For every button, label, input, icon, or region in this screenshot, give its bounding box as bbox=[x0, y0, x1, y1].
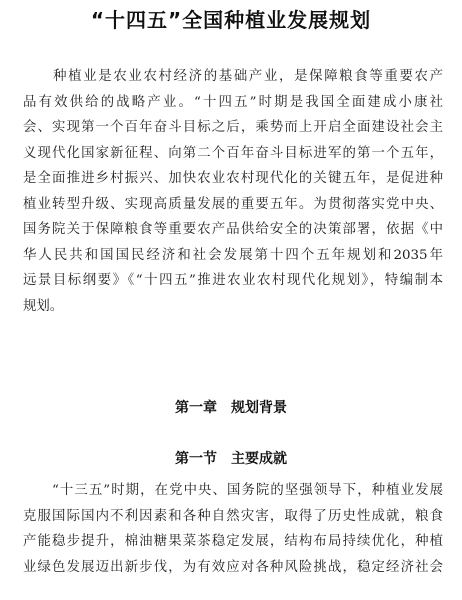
text-line: 克服国际国内不利因素和各种自然灾害，取得了历史性成就，粮食 bbox=[23, 508, 443, 524]
text-line: 华人民共和国国民经济和社会发展第十四个五年规划和2035年 bbox=[23, 247, 443, 263]
body-paragraph bbox=[23, 478, 443, 580]
text-line: 产能稳步提升，棉油糖果菜茶稳定发展，结构布局持续优化，种植 bbox=[23, 534, 443, 549]
text-line: 会、实现第一个百年奋斗目标之后，乘势而上开启全面建设社会主 bbox=[23, 120, 443, 135]
text-line: 规划。 bbox=[23, 298, 64, 314]
text-line: 是全面推进乡村振兴、加快农业农村现代化的关键五年，是促进种 bbox=[23, 171, 443, 186]
chapter-heading: 第一章 规划背景 bbox=[175, 400, 287, 416]
text-line: 远景目标纲要》《“十四五”推进农业农村现代化规划》，特编制本 bbox=[23, 273, 443, 288]
text-line: 业绿色发展迈出新步伐，为有效应对各种风险挑战，稳定经济社会 bbox=[23, 559, 443, 575]
intro-paragraph bbox=[23, 64, 443, 319]
document-title: “十四五”全国种植业发展规划 bbox=[90, 8, 372, 32]
text-line: 义现代化国家新征程、向第二个百年奋斗目标进军的第一个五年， bbox=[23, 145, 443, 161]
text-line: “十三五”时期，在党中央、国务院的坚强领导下，种植业发展 bbox=[23, 483, 443, 498]
text-line: 品有效供给的战略产业。“十四五”时期是我国全面建成小康社 bbox=[23, 94, 443, 110]
section-heading: 第一节 主要成就 bbox=[175, 451, 287, 467]
text-line: 国务院关于保障粮食等重要农产品供给安全的决策部署，依据《中 bbox=[23, 222, 443, 237]
text-line: 种植业是农业农村经济的基础产业，是保障粮食等重要农产 bbox=[23, 69, 443, 84]
text-line: 植业转型升级、实现高质量发展的重要五年。为贯彻落实党中央、 bbox=[23, 196, 443, 212]
